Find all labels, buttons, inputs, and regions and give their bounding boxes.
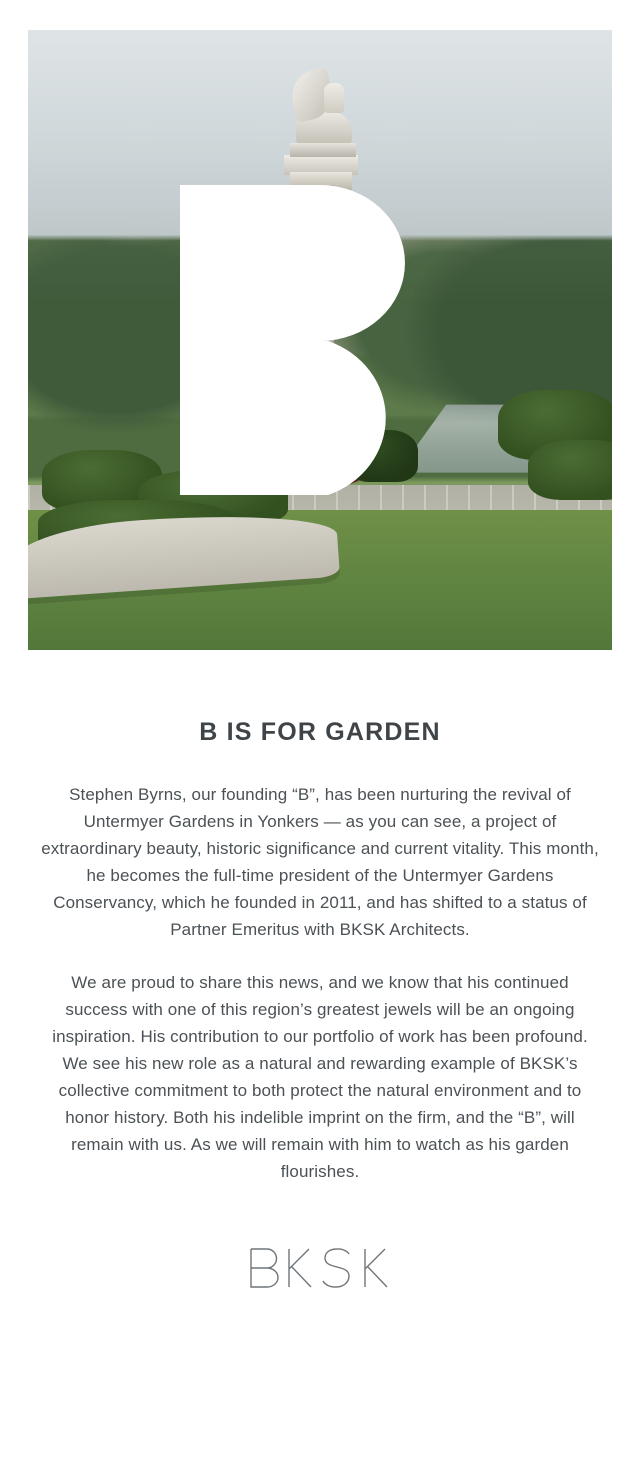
hedge: [528, 440, 612, 500]
hedge: [348, 430, 418, 482]
page-title: B IS FOR GARDEN: [199, 718, 441, 746]
article-content: [0, 650, 640, 1185]
bksk-wordmark-icon[interactable]: [245, 1243, 395, 1293]
hero-image: [28, 30, 612, 650]
footer-logo[interactable]: [0, 1243, 640, 1403]
article-paragraph: We are proud to share this news, and we know that his continued success with one of this region’s greatest jewels will be an ongoing inspiration. His contribution to our portfolio of work has been profound. We see his new role as a natural and rewarding example of BKSK’s collective commitment to both protect the natural environment and to honor history. Both his indelible imprint on the firm, and the “B”, will remain with us. As we will remain with him to watch as his garden flourishes.: [52, 973, 588, 1181]
article-paragraph: Stephen Byrns, our founding “B”, has been nurturing the revival of Untermyer Gardens in Yonkers — as you can see, a project of extraordinary beauty, historic significance and current vitality. This month, he becomes the full-time president of the Untermyer Gardens Conservancy, which he founded in 2011, and has shifted to a status of Partner Emeritus with BKSK Architects.: [41, 785, 599, 939]
sphinx-statue: [290, 65, 356, 157]
